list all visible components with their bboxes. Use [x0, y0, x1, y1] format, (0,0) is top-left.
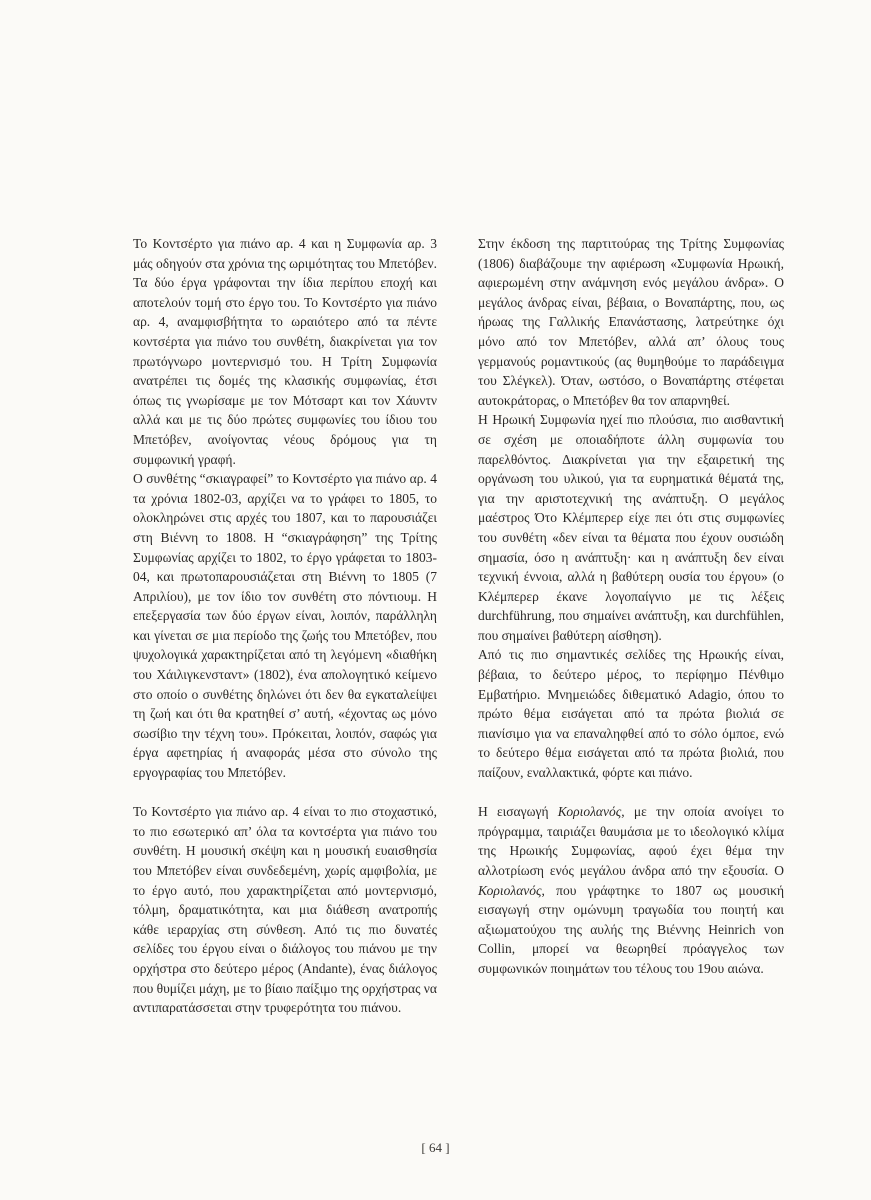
body-paragraph: Το Κοντσέρτο για πιάνο αρ. 4 και η Συμφωνία αρ. 3 μάς οδηγούν στα χρόνια της ωριμότητας του Μπετόβεν. Τα δύο έργα γράφονται την ίδια περίπου εποχή και αποτελούν τομή στο έργο του. Το Κοντσέρτο για πιάνο αρ. 4, αναμφισβήτητα το ωραιότερο από τα πέντε κοντσέρτα για πιάνο του συνθέτη, διακρίνεται για τον πρωτόγνωρο μοντερνισμό του. Η Τρίτη Συμφωνία ανατρέπει τις δομές της κλασικής συμφωνίας, έτσι όπως τις γνωρίσαμε με τον Μότσαρτ και τον Χάυντν αλλά και με τις δύο πρώτες συμφωνίες του ίδιου του Μπετόβεν, ανοίγοντας νέους δρόμους για τη συμφωνική γραφή.	[133, 236, 437, 467]
body-paragraph: Η Ηρωική Συμφωνία ηχεί πιο πλούσια, πιο αισθαντική σε σχέση με οποιαδήποτε άλλη συμφωνία του παρελθόντος. Διακρίνεται για την εξαιρετική της οργάνωση του υλικού, για τα ευρηματικά θέματά της, για την αριστοτεχνική της ανάπτυξη. Ο μεγάλος μαέστρος Ότο Κλέμπερερ είχε πει ότι στις συμφωνίες του συνθέτη «δεν είναι τα θέματα που έχουν ουσιώδη σημασία, όσο η ανάπτυξη· και η ανάπτυξη δεν είναι τεχνική έννοια, αλλά η βαθύτερη ουσία του έργου» (ο Κλέμπερερ έκανε λογοπαίγνιο με τις λέξεις durchführung, που σημαίνει ανάπτυξη, και durchfühlen, που σημαίνει βαθύτερη αίσθηση).	[478, 412, 784, 643]
body-paragraph: Το Κοντσέρτο για πιάνο αρ. 4 είναι το πιο στοχαστικό, το πιο εσωτερικό απ’ όλα τα κοντσέρτα για πιάνο του συνθέτη. Η μουσική σκέψη και η μουσική ευαισθησία του Μπετόβεν είναι συνδεδεμένη, χωρίς αμφιβολία, με το έργο αυτό, που χαρακτηρίζεται από μοντερνισμό, τόλμη, δραματικότητα, και μια διάθεση ανατροπής κάθε ιεραρχίας στη σύνθεση. Από τις πιο δυνατές σελίδες του έργου είναι ο διάλογος του πιάνου με την ορχήστρα στο δεύτερο μέρος (Andante), ένας διάλογος που θυμίζει μάχη, με το βίαιο παίξιμο της ορχήστρας να αντιπαρατάσσεται στην τρυφερότητα του πιάνου.	[133, 804, 437, 1016]
work-title: Κοριολανός	[478, 882, 542, 898]
body-paragraph: Στην έκδοση της παρτιτούρας της Τρίτης Συμφωνίας (1806) διαβάζουμε την αφιέρωση «Συμφωνία Ηρωική, αφιερωμένη στην ανάμνηση ενός μεγάλου άνδρα». Ο μεγάλος άνδρας είναι, βέβαια, ο Βοναπάρτης, που, ως ήρωας της Γαλλικής Επανάστασης, λατρεύτηκε όχι μόνο από τον Μπετόβεν, αλλά απ’ όλους τους γερμανούς ρομαντικούς (ας θυμηθούμε το παράδειγμα του Σλέγκελ). Όταν, ωστόσο, ο Βοναπάρτης στέφεται αυτοκράτορας, ο Μπετόβεν θα τον απαρνηθεί.	[478, 236, 784, 408]
page-number: [ 64 ]	[421, 1140, 450, 1155]
body-paragraph: Από τις πιο σημαντικές σελίδες της Ηρωικής είναι, βέβαια, το δεύτερο μέρος, το περίφημο Πένθιμο Εμβατήριο. Μνημειώδες διθεματικό Adagio, όπου το πρώτο θέμα εισάγεται από τα πρώτα βιολιά σε πιανίσιμο για να επαναληφθεί από το σόλο όμποε, ενώ το δεύτερο θέμα εισάγεται από τα πρώτα βιολιά, που παίζουν, εναλλακτικά, φόρτε και πιάνο.	[478, 647, 784, 781]
left-text-column	[133, 234, 437, 1018]
right-text-column	[478, 234, 784, 979]
body-paragraph: Ο συνθέτης “σκιαγραφεί” το Κοντσέρτο για πιάνο αρ. 4 τα χρόνια 1802-03, αρχίζει να το γράφει το 1805, το ολοκληρώνει στις αρχές του 1807, και το παρουσιάζει στη Βιέννη το 1808. Η “σκιαγράφηση” της Τρίτης Συμφωνίας αρχίζει το 1802, το έργο γράφεται το 1803-04, και πρωτοπαρουσιάζεται στη Βιέννη το 1805 (7 Απριλίου), με τον ίδιο τον συνθέτη στο πόντιουμ. Η επεξεργασία των δύο έργων είναι, λοιπόν, παράλληλη και γίνεται σε μια περίοδο της ζωής του Μπετόβεν, που ψυχολογικά χαρακτηρίζεται από τη λεγόμενη «διαθήκη του Χάιλιγκενσταντ» (1802), ένα απολογητικό κείμενο στο οποίο ο συνθέτης δηλώνει ότι δεν θα εγκαταλείψει τη ζωή και ότι θα κρατηθεί σ’ αυτή, «έχοντας ως μόνο σωσίβιο την τέχνη του». Πρόκειται, λοιπόν, σαφώς για έργα αφετηρίας ή αναφοράς μέσα στο σύνολο της εργογραφίας του Μπετόβεν.	[133, 471, 437, 781]
work-title: Κοριολανός	[557, 804, 622, 820]
paragraph-text: , με την οποία ανοίγει το πρόγραμμα, ταιριάζει θαυμάσια με το ιδεολογικό κλίμα της Ηρωικής Συμφωνίας, αφού έχει θέμα την αλλοτρίωση ενός μεγάλου άνδρα από την εξουσία. Ο	[478, 804, 785, 878]
paragraph-text: Η εισαγωγή	[478, 804, 558, 820]
paragraph-text: , που γράφτηκε το 1807 ως μουσική εισαγωγή στην ομώνυμη τραγωδία του ποιητή και αξιωματούχου της αυλής της Βιέννης Heinrich von Collin, μπορεί να θεωρηθεί πρόαγγελος των συμφωνικών ποιημάτων του τέλους του 19ου αιώνα.	[478, 882, 784, 976]
coriolan-paragraph	[478, 802, 784, 978]
